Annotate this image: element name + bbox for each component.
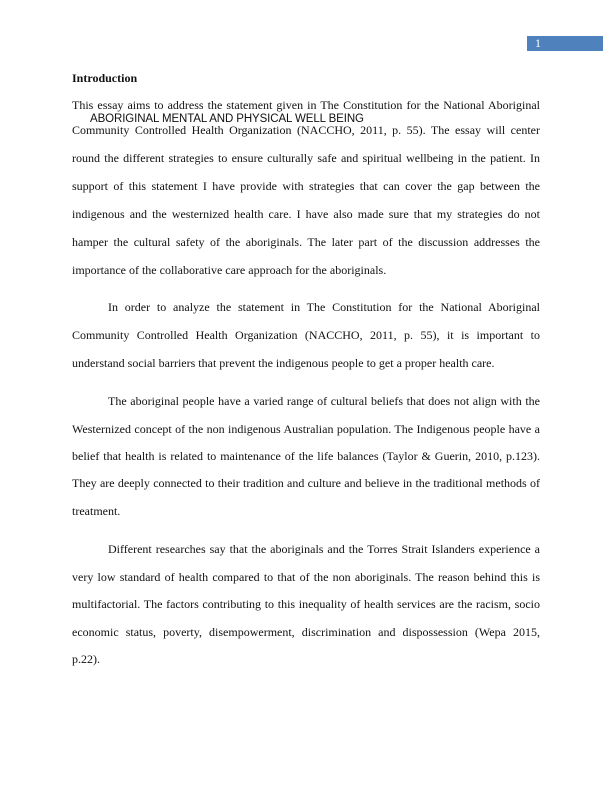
text-line: This essay aims to address the statement given in The Constitution for the National Aboriginal [72,98,540,112]
text-line: support of this statement I have provide with strategies that can cover the gap between the [72,179,540,193]
text-line: They are deeply connected to their tradition and culture and believe in the traditional methods of [72,476,540,490]
text-line: Community Controlled Health Organization (NACCHO, 2011, p. 55). The essay will center [72,123,540,137]
text-line: belief that health is related to maintenance of the life balances (Taylor & Guerin, 2010, p.123). [72,449,540,463]
text-line: treatment. [72,504,121,518]
text-line: Community Controlled Health Organization (NACCHO, 2011, p. 55), it is important to [72,328,540,342]
running-head: ABORIGINAL MENTAL AND PHYSICAL WELL BEING [90,113,364,125]
text-line: hamper the cultural safety of the aboriginals. The later part of the discussion addresses the [72,235,540,249]
text-line: understand social barriers that prevent the indigenous people to get a proper health care. [72,356,495,370]
text-line: The aboriginal people have a varied range of cultural beliefs that does not align with the [108,394,540,408]
text-line: round the different strategies to ensure culturally safe and spiritual wellbeing in the patient. In [72,151,540,165]
text-line: economic status, poverty, disempowerment, discrimination and dispossession (Wepa 2015, [72,625,540,639]
text-line: very low standard of health compared to that of the non aboriginals. The reason behind this is [72,570,540,584]
text-line: Different researches say that the aboriginals and the Torres Strait Islanders experience a [108,542,540,556]
text-line: multifactorial. The factors contributing to this inequality of health services are the racism, socio [72,597,540,611]
text-line: Westernized concept of the non indigenous Australian population. The Indigenous people have a [72,422,540,436]
text-line: In order to analyze the statement in The Constitution for the National Aboriginal [108,300,540,314]
text-line: p.22). [72,652,100,666]
page-number: 1 [527,36,603,51]
section-heading: Introduction [72,71,138,85]
text-line: indigenous and the westernized health care. I have also made sure that my strategies do not [72,207,540,221]
text-line: importance of the collaborative care approach for the aboriginals. [72,263,387,277]
